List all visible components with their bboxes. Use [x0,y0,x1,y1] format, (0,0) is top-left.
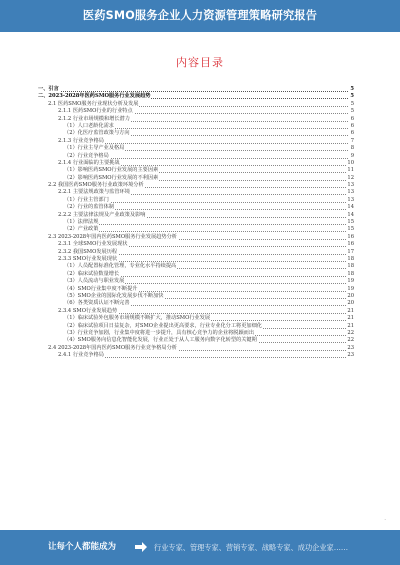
toc-entry[interactable] [38,116,354,123]
toc-entry-text: 2.1.1 医药SMO行业的行业特点 [58,108,133,115]
toc-entry-page: 20 [347,292,354,299]
toc-entry-text: 2.4.1 行业竞争格局 [58,352,104,359]
toc-entry-page: 10 [347,159,354,166]
toc-entry-text: 2.4 2023-2028年国内医药SMO服务行业竞争格局分析 [48,344,177,351]
toc-entry-text: （2）临床试验数量增长 [64,270,120,277]
toc-entry-text: （5）SMO企业的国际化发展步伐不断加快 [64,292,164,299]
toc-entry-page: 9 [350,152,354,159]
toc-entry[interactable] [38,226,354,233]
toc-entry-page: 16 [347,241,354,248]
toc-entry[interactable] [38,300,354,307]
toc-entry-page: 18 [347,270,354,277]
toc-entry-text: （4）SMO行业集中度不断提升 [64,285,138,292]
toc-entry-text: （3）人员流动与职业发展 [64,278,125,285]
toc-entry-page: 7 [350,137,354,144]
toc-entry-page: 19 [347,285,354,292]
toc-entry-text: （1）行业主导产业及格局 [64,145,125,152]
toc-entry-page: 14 [347,204,354,211]
toc-entry-text: 2.2.1 主要法规政策与监管环境 [58,189,130,196]
toc-entry-text: （1）法律法规 [64,219,99,226]
toc-entry-page: 22 [347,337,354,344]
toc-entry[interactable] [38,189,354,196]
toc-entry-text: 2.1 医药SMO服务行业现状分析及发展 [48,100,139,107]
toc-entry-text: 2.3.4 SMO行业发展趋势 [58,307,118,314]
toc-entry-page: 18 [347,255,354,262]
toc-entry-text: （2）产业政策 [64,226,99,233]
toc-entry-page: 11 [347,167,354,174]
toc-entry-text: 2.3.2 我国SMO发展历程 [58,248,118,255]
toc-entry[interactable] [38,108,354,115]
toc-entry[interactable] [38,212,354,219]
toc-entry-page: 21 [347,307,354,314]
footer-banner [0,530,400,565]
toc-entry-text: 2.3.1 全球SMO行业发展现状 [58,241,128,248]
toc-entry-page: 22 [347,329,354,336]
toc-entry-text: 2.2 我国医药SMO服务行业政策环境分析 [48,182,144,189]
toc-entry-page: 6 [350,130,354,137]
toc-entry-text: （1）人口老龄化需求 [64,122,114,129]
toc-entry-text: 二、2023-2028年医药SMO服务行业发展趋势 [38,93,151,100]
toc-entry-page: 20 [347,300,354,307]
leader-dots [64,224,348,225]
toc-entry[interactable] [38,263,354,270]
toc-entry-text: 一、引言 [38,86,59,92]
leader-dots [64,231,348,232]
toc-entry-text: （3）行业竞争加剧，行业集中度将进一步提升，具有核心竞争力的企业将脱颖而出 [64,329,255,336]
toc-entry-page: 21 [347,315,354,322]
toc-entry-text: （1）影响医药SMO行业发展的主要因素 [64,167,159,174]
toc-entry-page: 6 [350,122,354,129]
toc-entry[interactable] [38,93,354,100]
toc-entry-page: 13 [347,182,354,189]
toc-entry-page: 13 [347,196,354,203]
toc-entry[interactable] [38,145,354,152]
toc-entry-text: 2.1.2 行业市场规模和增长潜力 [58,115,130,122]
toc-entry[interactable] [38,286,354,293]
toc-entry-text: （1）行业主管部门 [64,196,109,203]
page-marker: - [384,517,386,522]
toc-entry[interactable] [38,352,354,359]
toc-entry-page: 18 [347,263,354,270]
footer-slogan: 让每个人都能成为 [48,542,117,552]
toc-entry-text: （4）SMO服务向信息化智能化发展，行业正处于从人工服务向数字化转型的关键期 [64,337,257,344]
leader-dots [38,91,348,92]
toc-entry-page: 5 [350,108,354,115]
toc-entry[interactable] [38,167,354,174]
arrow-right-icon [134,540,148,554]
toc-entry-text: （2）临床试验项目日益复杂，对SMO企业提出更高要求，行业专业化分工将更加细化 [64,322,262,329]
toc-entry[interactable] [38,175,354,182]
toc-entry-page: 23 [347,352,354,359]
toc-entry[interactable] [38,130,354,137]
toc-entry[interactable] [38,241,354,248]
toc-entry[interactable] [38,308,354,315]
toc-entry-page: 23 [347,344,354,351]
toc-entry[interactable] [38,345,354,352]
toc-entry-text: 2.1.3 行业竞争格局 [58,137,104,144]
toc-entry-text: （2）行业的监管体制 [64,204,114,211]
toc-entry-text: 2.3 2023-2028年国内医药SMO服务行业发展趋势分析 [48,233,177,240]
toc-entry-text: 2.3.3 SMO行业发展现状 [58,255,118,262]
footer-roles: 行业专家、管理专家、营销专家、战略专家、成功企业家…… [154,543,349,552]
toc-entry-text: （2）化医疗监管政策与方向 [64,130,130,137]
toc-entry-page: 13 [347,189,354,196]
toc-entry[interactable] [38,204,354,211]
toc-entry-text: 2.1.4 行业面临的主要挑战 [58,159,120,166]
toc-entry-text: （2）影响医药SMO行业发展的不利因素 [64,174,159,181]
toc-entry-text: （1）人员配置标准化管理，专业化水平持续提高 [64,263,177,270]
toc-entry-page: 5 [350,86,354,92]
toc-entry[interactable] [38,323,354,330]
toc-entry[interactable] [38,337,354,344]
toc-entry-page: 16 [347,233,354,240]
toc-entry-page: 19 [347,278,354,285]
table-of-contents [38,86,354,359]
toc-entry-page: 21 [347,322,354,329]
toc-entry-page: 12 [347,174,354,181]
toc-entry-text: （6）各类资质认证不断完善 [64,300,130,307]
toc-entry-page: 8 [350,145,354,152]
toc-entry-text: （1）临床试验外包服务市场规模不断扩大，推动SMO行业发展 [64,315,211,322]
toc-entry-page: 5 [350,100,354,107]
toc-entry-page: 6 [350,115,354,122]
toc-entry-page: 15 [347,226,354,233]
toc-entry-page: 17 [347,248,354,255]
toc-entry[interactable] [38,278,354,285]
report-title: 医药SMO服务企业人力资源管理策略研究报告 [82,9,318,22]
toc-entry-page: 14 [347,211,354,218]
toc-entry-text: 2.2.2 主要法律法规及产业政策及影响 [58,211,146,218]
toc-entry[interactable] [38,153,354,160]
header-banner [0,0,400,32]
toc-entry-page: 5 [350,93,354,100]
toc-entry-text: （2）行业竞争格局 [64,152,109,159]
toc-heading: 内容目录 [176,56,224,69]
toc-entry[interactable] [38,249,354,256]
toc-entry-page: 15 [347,219,354,226]
toc-entry[interactable] [38,315,354,322]
